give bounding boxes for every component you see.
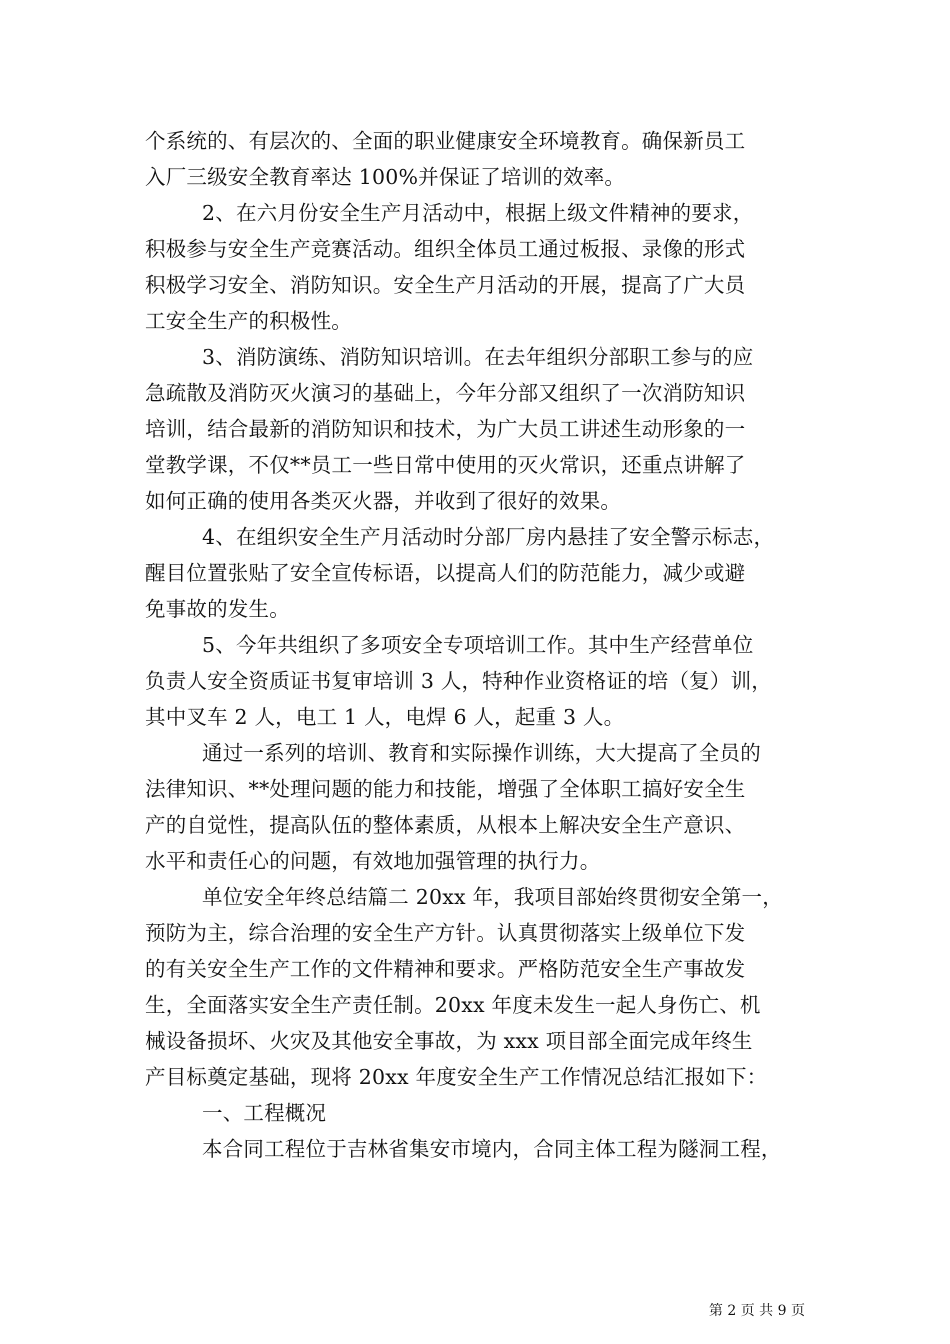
text-line: 4、在组织安全生产月活动时分部厂房内悬挂了安全警示标志，: [202, 525, 775, 549]
text-line: 5、今年共组织了多项安全专项培训工作。其中生产经营单位: [202, 633, 754, 657]
text-line: 培训，结合最新的消防知识和技术，为广大员工讲述生动形象的一: [145, 417, 746, 441]
text-line: 入厂三级安全教育率达 100%并保证了培训的效率。: [145, 165, 626, 189]
text-line: 2、在六月份安全生产月活动中，根据上级文件精神的要求，: [202, 201, 754, 225]
text-line: 法律知识、**处理问题的能力和技能，增强了全体职工搞好安全生: [145, 777, 746, 801]
text-line: 生，全面落实安全生产责任制。20xx 年度未发生一起人身伤亡、机: [145, 993, 761, 1017]
text-line: 工安全生产的积极性。: [145, 309, 352, 333]
text-line: 急疏散及消防灭火演习的基础上，今年分部又组织了一次消防知识: [145, 381, 746, 405]
text-line: 的有关安全生产工作的文件精神和要求。严格防范安全生产事故发: [145, 957, 746, 981]
section-heading: 一、工程概况: [202, 1101, 327, 1125]
text-line: 预防为主，综合治理的安全生产方针。认真贯彻落实上级单位下发: [145, 921, 746, 945]
text-line: 个系统的、有层次的、全面的职业健康安全环境教育。确保新员工: [145, 129, 746, 153]
text-line: 负责人安全资质证书复审培训 3 人，特种作业资格证的培（复）训，: [145, 669, 772, 693]
text-line: 产目标奠定基础，现将 20xx 年度安全生产工作情况总结汇报如下：: [145, 1065, 768, 1089]
text-line: 积极参与安全生产竞赛活动。组织全体员工通过板报、录像的形式: [145, 237, 746, 261]
text-line: 单位安全年终总结篇二 20xx 年，我项目部始终贯彻安全第一，: [202, 885, 783, 909]
text-line: 醒目位置张贴了安全宣传标语，以提高人们的防范能力，减少或避: [145, 561, 746, 585]
text-line: 水平和责任心的问题，有效地加强管理的执行力。: [145, 849, 601, 873]
text-line: 产的自觉性，提高队伍的整体素质，从根本上解决安全生产意识、: [145, 813, 746, 837]
text-line: 3、消防演练、消防知识培训。在去年组织分部职工参与的应: [202, 345, 754, 369]
text-line: 免事故的发生。: [145, 597, 290, 621]
text-line: 通过一系列的培训、教育和实际操作训练，大大提高了全员的: [202, 741, 761, 765]
text-line: 积极学习安全、消防知识。安全生产月活动的开展，提高了广大员: [145, 273, 746, 297]
text-line: 械设备损坏、火灾及其他安全事故，为 xxx 项目部全面完成年终生: [145, 1029, 753, 1053]
text-line: 堂教学课，不仅**员工一些日常中使用的灭火常识，还重点讲解了: [145, 453, 746, 477]
text-line: 其中叉车 2 人，电工 1 人，电焊 6 人，起重 3 人。: [145, 705, 625, 729]
page-number: 第 2 页 共 9 页: [708, 1303, 805, 1319]
text-line: 如何正确的使用各类灭火器，并收到了很好的效果。: [145, 489, 622, 513]
text-line: 本合同工程位于吉林省集安市境内，合同主体工程为隧洞工程，: [202, 1137, 782, 1161]
